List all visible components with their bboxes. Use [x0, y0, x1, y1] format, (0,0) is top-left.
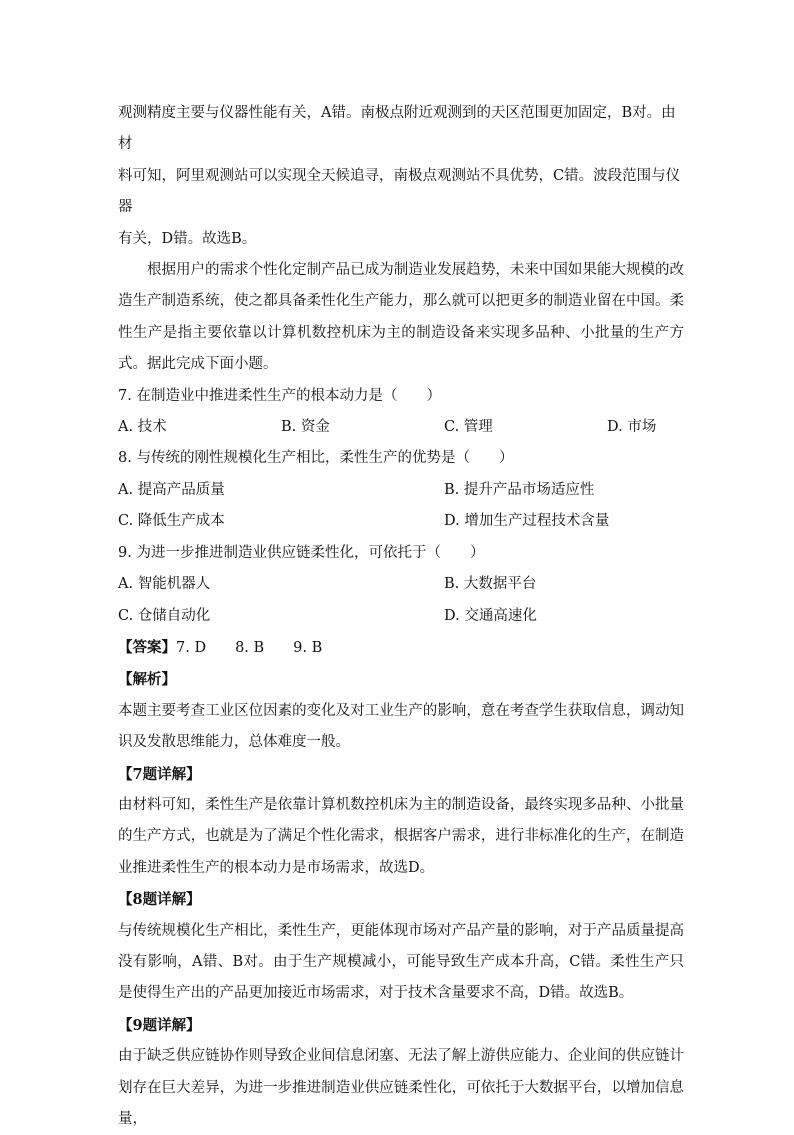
detail-7-heading: 【7题详解】 [118, 765, 201, 783]
question-9-stem: 9. 为进一步推进制造业供应链柔性化，可依托于（ ） [118, 544, 485, 561]
material-paragraph: 根据用户的需求个性化定制产品已成为制造业发展趋势，未来中国如果能大规模的改造生产制造系统，使之都具备柔性化生产能力，那么就可以把更多的制造业留在中国。柔性生产是指主要依靠以计算机数控机床为主的制造设备来实现多品种、小批量的生产方式。据此完成下面小题。 [118, 262, 684, 373]
q8-option-b: B. 提升产品市场适应性 [444, 481, 595, 498]
q7-option-b: B. 资金 [281, 419, 330, 436]
analysis-text: 本题主要考查工业区位因素的变化及对工业生产的影响，意在考查学生获取信息，调动知识及发散思维能力，总体难度一般。 [118, 702, 684, 751]
document-page [118, 98, 684, 1135]
detail-8-heading: 【8题详解】 [118, 891, 201, 909]
q9-option-d: D. 交通高速化 [444, 607, 537, 624]
question-7-stem: 7. 在制造业中推进柔性生产的根本动力是（ ） [118, 387, 441, 404]
intro-line-1: 观测精度主要与仪器性能有关，A错。南极点附近观测到的天区范围更加固定，B对。由材 [118, 105, 676, 153]
q9-option-b: B. 大数据平台 [444, 576, 537, 593]
intro-line-3: 有关，D错。故选B。 [118, 230, 257, 247]
question-8-stem: 8. 与传统的刚性规模化生产相比，柔性生产的优势是（ ） [118, 450, 514, 467]
q9-option-c: C. 仓储自动化 [118, 607, 211, 624]
detail-8-text: 与传统规模化生产相比，柔性生产，更能体现市场对产品产量的影响，对于产品质量提高没有影响，A错、B对。由于生产规模减小，可能导致生产成本升高，C错。柔性生产只是使得生产出的产品更加接近市场需求，对于技术含量要求不高，D错。故选B。 [118, 922, 684, 1002]
question-8-options-row-1 [118, 475, 684, 506]
q8-option-d: D. 增加生产过程技术含量 [444, 513, 610, 530]
analysis-heading: 【解析】 [118, 671, 176, 689]
q7-option-c: C. 管理 [444, 419, 493, 436]
intro-line-2: 料可知，阿里观测站可以实现全天候追寻，南极点观测站不具优势，C错。波段范围与仪器 [118, 167, 681, 216]
question-9-options-row-2 [118, 601, 684, 632]
question-7-options [118, 412, 684, 443]
question-8-options-row-2 [118, 506, 684, 537]
q8-option-c: C. 降低生产成本 [118, 513, 225, 530]
detail-9-text: 由于缺乏供应链协作则导致企业间信息闭塞、无法了解上游供应能力、企业间的供应链计划存在巨大差异，为进一步推进制造业供应链柔性化，可依托于大数据平台，以增加信息量， [118, 1048, 684, 1127]
detail-9-heading: 【9题详解】 [118, 1016, 201, 1034]
answer-values: 7. D 8. B 9. B [176, 639, 323, 656]
question-9-options-row-1 [118, 569, 684, 600]
q7-option-d: D. 市场 [607, 419, 657, 436]
q9-option-a: A. 智能机器人 [118, 576, 211, 593]
q7-option-a: A. 技术 [118, 419, 167, 436]
answer-label: 【答案】 [118, 638, 176, 656]
answer-line [118, 632, 684, 664]
q8-option-a: A. 提高产品质量 [118, 481, 225, 498]
detail-7-text: 由材料可知，柔性生产是依靠计算机数控机床为主的制造设备，最终实现多品种、小批量的生产方式，也就是为了满足个性化需求，根据客户需求，进行非标准化的生产，在制造业推进柔性生产的根本动力是市场需求，故选D。 [118, 796, 684, 876]
